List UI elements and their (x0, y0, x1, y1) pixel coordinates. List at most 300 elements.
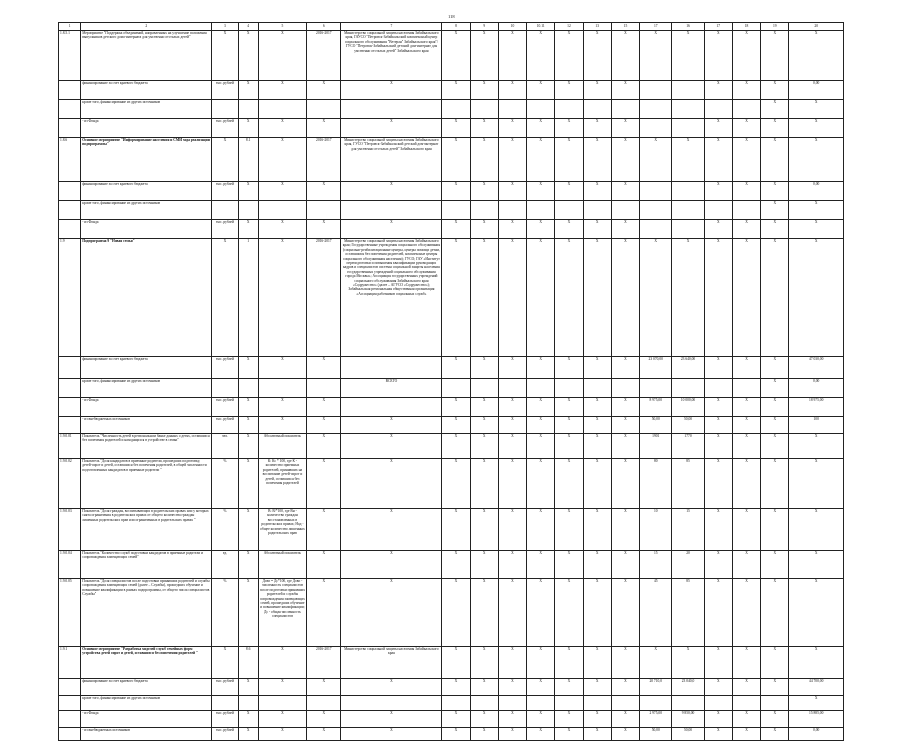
row-value-10: X (704, 398, 732, 417)
row-code (59, 728, 81, 741)
row-value-3: X (498, 417, 526, 434)
row-name: Основное мероприятие "Разработка моделей служб семейных форм устройства детей сирот и детей, оставшихся без попечения родителей " (81, 647, 212, 679)
row-value-2 (470, 696, 498, 711)
row-value-2: X (470, 509, 498, 551)
row-code (59, 357, 81, 379)
row-value-2: X (470, 220, 498, 239)
program-table (58, 22, 844, 741)
row-value-9: 85 (672, 459, 704, 509)
row-value-3: X (498, 711, 526, 728)
table-row (59, 119, 844, 138)
row-value-6: X (583, 509, 611, 551)
row-code (59, 119, 81, 138)
row-value-13: 0,00 (789, 728, 844, 741)
row-value-5: X (555, 434, 583, 459)
row-unit: тыс. рублей (212, 81, 238, 100)
row-code (59, 711, 81, 728)
row-value-6: X (583, 679, 611, 696)
row-value-6: X (583, 417, 611, 434)
row-value-4: X (527, 182, 555, 201)
row-col-4: X (238, 31, 258, 81)
row-value-8: 2 975,00 (640, 711, 672, 728)
row-value-13: 100 (789, 417, 844, 434)
row-col-4: X (238, 728, 258, 741)
row-value-2: X (470, 138, 498, 182)
row-value-3 (498, 379, 526, 398)
table-row (59, 434, 844, 459)
row-col-4: X (238, 81, 258, 100)
row-period: 2016-2017 (307, 138, 341, 182)
row-value-4: X (527, 459, 555, 509)
row-value-9: 23 040,0 (672, 679, 704, 696)
row-value-10: X (704, 647, 732, 679)
row-value-7: X (611, 81, 639, 100)
row-executor (341, 357, 442, 379)
row-executor: X (341, 417, 442, 434)
row-col-4: X (238, 711, 258, 728)
row-value-5: X (555, 579, 583, 647)
row-executor: Министерство социальной защиты населения Забайкальского края, ГАУСО "Петровск-Забайкальский комплексный центр социального обслуживания "Ветеран" Забайкальского края"/ГУСО "Петровск-Забайкальский детский дом-интернат для умственно отсталых детей" Забайкальского края (341, 31, 442, 81)
row-value-3: X (498, 434, 526, 459)
row-value-9: X (672, 31, 704, 81)
row-value-5 (555, 379, 583, 398)
row-value-10: X (704, 434, 732, 459)
row-value-3: X (498, 679, 526, 696)
row-col-4 (238, 201, 258, 220)
row-unit (212, 201, 238, 220)
row-unit (212, 100, 238, 119)
row-value-13: X (789, 696, 844, 711)
column-number-9: 9 (470, 23, 498, 31)
row-value-1: X (442, 509, 470, 551)
row-code (59, 379, 81, 398)
row-value-2: X (470, 728, 498, 741)
row-col-5 (258, 201, 306, 220)
row-col-4: X (238, 182, 258, 201)
page-number: 118 (448, 14, 455, 19)
row-value-12: X (761, 434, 789, 459)
row-value-2: X (470, 679, 498, 696)
row-name: Показатель "Численность детей в региональном банке данных о детях, оставшихся без попечения родителей и находящихся в устройстве в семьи" (81, 434, 212, 459)
row-value-4 (527, 201, 555, 220)
row-name: финансирование за счет краевого бюджета (81, 81, 212, 100)
row-name: - из Фонда (81, 220, 212, 239)
table-row (59, 201, 844, 220)
row-value-4: X (527, 647, 555, 679)
table-row (59, 398, 844, 417)
table-row (59, 357, 844, 379)
row-value-8 (640, 696, 672, 711)
row-col-4: X (238, 579, 258, 647)
row-value-11: X (732, 579, 760, 647)
row-value-9: 20 (672, 551, 704, 579)
row-value-11: X (732, 459, 760, 509)
row-name: Подпрограмма 9 "Новая семья" (81, 239, 212, 357)
row-value-8 (640, 201, 672, 220)
row-executor: X (341, 711, 442, 728)
row-value-4: X (527, 119, 555, 138)
column-number-5: 5 (258, 23, 306, 31)
row-unit: % (212, 509, 238, 551)
column-number-14: 15 (611, 23, 639, 31)
row-value-13: X (789, 509, 844, 551)
row-value-9: 15 (672, 509, 704, 551)
row-name: - из внебюджетных источников (81, 417, 212, 434)
row-value-4: X (527, 357, 555, 379)
row-value-2: X (470, 119, 498, 138)
row-executor: ВСЕГО (341, 379, 442, 398)
row-value-8: X (640, 647, 672, 679)
column-number-13: 13 (583, 23, 611, 31)
row-unit: X (212, 647, 238, 679)
row-unit: % (212, 579, 238, 647)
row-value-4: X (527, 81, 555, 100)
row-value-1: X (442, 647, 470, 679)
row-col-5 (258, 379, 306, 398)
row-value-8 (640, 182, 672, 201)
row-value-8 (640, 379, 672, 398)
row-value-3: X (498, 138, 526, 182)
row-value-3: X (498, 119, 526, 138)
row-period (307, 201, 341, 220)
row-value-6: X (583, 31, 611, 81)
row-value-9 (672, 220, 704, 239)
table-row (59, 81, 844, 100)
table-row (59, 696, 844, 711)
row-value-1: X (442, 679, 470, 696)
row-value-3: X (498, 182, 526, 201)
row-value-5 (555, 696, 583, 711)
row-value-7: X (611, 417, 639, 434)
row-unit: тыс. рублей (212, 398, 238, 417)
row-value-10: X (704, 579, 732, 647)
row-code (59, 100, 81, 119)
row-value-12: X (761, 81, 789, 100)
row-code: 1.9.1 (59, 647, 81, 679)
column-number-6: 6 (307, 23, 341, 31)
row-value-1 (442, 379, 470, 398)
row-period: 2016-2017 (307, 647, 341, 679)
row-value-6: X (583, 551, 611, 579)
row-name: Показатель "Доля граждан, воспитывающих в родительских правах или у которых снята ограничения в родительских правах от общего количества граждан лишенных родительских прав или ограниченных в родительских правах " (81, 509, 212, 551)
row-period (307, 696, 341, 711)
row-value-7: X (611, 551, 639, 579)
row-value-11: X (732, 647, 760, 679)
row-value-1: X (442, 220, 470, 239)
row-value-8: 8 975,00 (640, 398, 672, 417)
table-row (59, 647, 844, 679)
row-executor: X (341, 119, 442, 138)
row-value-2: X (470, 239, 498, 357)
row-unit: тыс. рублей (212, 679, 238, 696)
row-col-5: X (258, 647, 306, 679)
row-code (59, 696, 81, 711)
row-code: 1.9.0.04 (59, 551, 81, 579)
row-value-12: X (761, 31, 789, 81)
row-value-11: X (732, 728, 760, 741)
row-code: 1.9.0.03 (59, 509, 81, 551)
row-code: 1.9.0.01 (59, 434, 81, 459)
row-unit: X (212, 239, 238, 357)
row-value-4: X (527, 239, 555, 357)
row-executor (341, 201, 442, 220)
column-number-11: 10.11 (527, 23, 555, 31)
row-value-11 (732, 379, 760, 398)
column-number-19: 19 (761, 23, 789, 31)
row-value-2 (470, 201, 498, 220)
row-value-5: X (555, 119, 583, 138)
row-value-7: X (611, 509, 639, 551)
row-name: кроме того, финансирование из других источников (81, 696, 212, 711)
row-value-9 (672, 100, 704, 119)
row-value-2: X (470, 711, 498, 728)
row-value-13: X (789, 579, 844, 647)
row-col-4: X (238, 459, 258, 509)
row-unit: тыс. рублей (212, 728, 238, 741)
row-value-13: 0,00 (789, 81, 844, 100)
row-value-2: X (470, 551, 498, 579)
row-value-5: X (555, 31, 583, 81)
row-col-5: X (258, 239, 306, 357)
row-col-4: X (238, 509, 258, 551)
row-value-5: X (555, 138, 583, 182)
row-value-7: X (611, 711, 639, 728)
row-value-11 (732, 100, 760, 119)
table-row (59, 239, 844, 357)
row-value-4 (527, 379, 555, 398)
row-name: финансирование за счет краевого бюджета (81, 357, 212, 379)
column-number-4: 4 (238, 23, 258, 31)
row-value-6 (583, 100, 611, 119)
row-value-5: X (555, 509, 583, 551)
row-value-1: X (442, 579, 470, 647)
row-code: 1.9 (59, 239, 81, 357)
row-value-12: X (761, 398, 789, 417)
row-value-9: 23 640,00 (672, 357, 704, 379)
row-value-6: X (583, 220, 611, 239)
row-value-6 (583, 201, 611, 220)
row-value-11: X (732, 711, 760, 728)
row-value-6: X (583, 647, 611, 679)
row-value-4 (527, 100, 555, 119)
row-period: X (307, 182, 341, 201)
row-value-9 (672, 201, 704, 220)
row-value-2: X (470, 647, 498, 679)
column-number-18: 18 (732, 23, 760, 31)
table-row (59, 220, 844, 239)
row-value-8: 23 070,00 (640, 357, 672, 379)
row-value-2 (470, 100, 498, 119)
row-period: X (307, 509, 341, 551)
row-col-5: X (258, 138, 306, 182)
row-value-9: 50,00 (672, 417, 704, 434)
row-value-7 (611, 100, 639, 119)
row-value-4 (527, 696, 555, 711)
row-value-11 (732, 201, 760, 220)
row-value-10: X (704, 138, 732, 182)
row-value-1: X (442, 239, 470, 357)
row-value-8 (640, 220, 672, 239)
row-value-11: X (732, 182, 760, 201)
row-value-12: X (761, 379, 789, 398)
row-unit (212, 379, 238, 398)
row-value-3: X (498, 81, 526, 100)
row-value-4: X (527, 679, 555, 696)
row-col-4: 8.1 (238, 138, 258, 182)
row-value-3: X (498, 239, 526, 357)
row-name: Показатель "Доля кандидатов в приемные родители, прошедших подготовку, детей-сирот и детей, оставшихся без попечения родителей, в общей численности подготовленных кандидатов в приемные родители " (81, 459, 212, 509)
row-value-10: X (704, 182, 732, 201)
row-col-4: X (238, 119, 258, 138)
row-col-4: X (238, 551, 258, 579)
row-period: X (307, 459, 341, 509)
column-number-row (59, 23, 844, 31)
row-value-2: X (470, 398, 498, 417)
row-code (59, 81, 81, 100)
row-code (59, 220, 81, 239)
row-value-3: X (498, 357, 526, 379)
row-value-6: X (583, 459, 611, 509)
row-value-5: X (555, 182, 583, 201)
row-value-6: X (583, 81, 611, 100)
row-value-7 (611, 379, 639, 398)
row-period: X (307, 81, 341, 100)
row-value-11: X (732, 398, 760, 417)
row-name: кроме того, финансирование из других источников (81, 100, 212, 119)
table-row (59, 459, 844, 509)
row-executor: X (341, 679, 442, 696)
row-unit: тыс. рублей (212, 119, 238, 138)
row-value-2: X (470, 357, 498, 379)
row-value-5: X (555, 551, 583, 579)
row-value-7: X (611, 579, 639, 647)
row-value-8 (640, 119, 672, 138)
row-value-11 (732, 696, 760, 711)
row-value-4: X (527, 579, 555, 647)
row-col-4: X (238, 357, 258, 379)
row-value-7: X (611, 679, 639, 696)
row-value-10: X (704, 711, 732, 728)
row-value-5: X (555, 711, 583, 728)
table-row (59, 711, 844, 728)
row-value-9 (672, 182, 704, 201)
row-col-4 (238, 696, 258, 711)
row-period: 2016-2017 (307, 31, 341, 81)
row-value-1: X (442, 81, 470, 100)
row-col-5: Абсолютный показатель (258, 551, 306, 579)
row-value-7 (611, 201, 639, 220)
row-value-8: 15 (640, 551, 672, 579)
row-value-13: 0,00 (789, 379, 844, 398)
row-value-12: X (761, 100, 789, 119)
row-value-12: X (761, 239, 789, 357)
row-unit: тыс. рублей (212, 220, 238, 239)
row-value-6: X (583, 138, 611, 182)
row-value-1: X (442, 182, 470, 201)
row-executor: X (341, 81, 442, 100)
row-executor: X (341, 728, 442, 741)
table-row (59, 728, 844, 741)
row-value-6 (583, 379, 611, 398)
row-value-3: X (498, 31, 526, 81)
column-number-12: 12 (555, 23, 583, 31)
row-executor: X (341, 509, 442, 551)
row-period: X (307, 357, 341, 379)
row-name: - из Фонда (81, 119, 212, 138)
row-col-5: X (258, 220, 306, 239)
row-executor (341, 398, 442, 417)
row-value-3: X (498, 728, 526, 741)
row-value-12: X (761, 579, 789, 647)
row-value-13: X (789, 201, 844, 220)
row-value-11: X (732, 434, 760, 459)
row-value-9 (672, 119, 704, 138)
row-value-11: X (732, 509, 760, 551)
row-value-3: X (498, 647, 526, 679)
row-value-10: X (704, 679, 732, 696)
row-value-7: X (611, 728, 639, 741)
table-row (59, 379, 844, 398)
row-value-9 (672, 81, 704, 100)
column-number-15: 17 (640, 23, 672, 31)
row-unit: тыс. рублей (212, 357, 238, 379)
row-name: Мероприятие "Поддержка объединений, направленных на улучшение положения выпускников детского дома-интерната для умственно отсталых детей" (81, 31, 212, 81)
table-row (59, 551, 844, 579)
row-value-1: X (442, 417, 470, 434)
row-col-5 (258, 696, 306, 711)
row-value-10: X (704, 81, 732, 100)
column-number-7: 7 (341, 23, 442, 31)
row-value-10: X (704, 551, 732, 579)
row-col-4: 8.6 (238, 647, 258, 679)
row-period: X (307, 551, 341, 579)
row-value-5: X (555, 679, 583, 696)
row-value-13: X (789, 138, 844, 182)
row-value-6: X (583, 398, 611, 417)
row-value-3: X (498, 398, 526, 417)
row-executor: X (341, 434, 442, 459)
row-value-10: X (704, 417, 732, 434)
row-period: X (307, 119, 341, 138)
row-value-6: X (583, 119, 611, 138)
row-value-8 (640, 100, 672, 119)
row-value-2: X (470, 579, 498, 647)
row-name: Показатель "Количество служб подготовки кандидатов в приемные родители и сопровождения замещающих семей" (81, 551, 212, 579)
row-value-4: X (527, 31, 555, 81)
column-number-3: 3 (212, 23, 238, 31)
row-value-13: X (789, 647, 844, 679)
row-unit (212, 696, 238, 711)
row-value-13: X (789, 100, 844, 119)
row-col-4: X (238, 398, 258, 417)
row-value-5: X (555, 357, 583, 379)
row-unit: X (212, 31, 238, 81)
row-period: X (307, 728, 341, 741)
row-value-11: X (732, 239, 760, 357)
row-code: 1.9.0.02 (59, 459, 81, 509)
row-value-5: X (555, 81, 583, 100)
column-number-20: 20 (789, 23, 844, 31)
row-unit: тыс. рублей (212, 417, 238, 434)
row-value-5: X (555, 398, 583, 417)
table-row (59, 679, 844, 696)
row-value-3 (498, 696, 526, 711)
row-col-4: 1 (238, 239, 258, 357)
row-col-4: X (238, 679, 258, 696)
row-value-5 (555, 100, 583, 119)
row-period (307, 379, 341, 398)
row-value-4: X (527, 220, 555, 239)
